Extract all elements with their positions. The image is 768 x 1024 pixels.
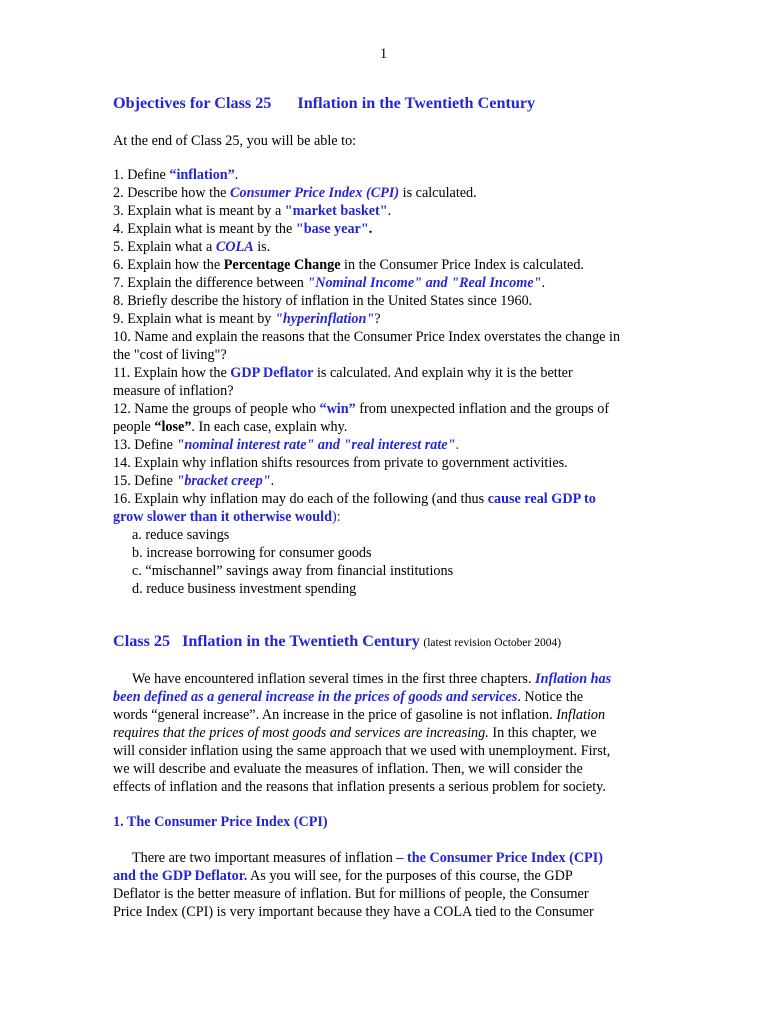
objective-15: 15. Define "bracket creep". [113,473,275,489]
subitem-a: a. reduce savings [132,527,230,543]
para1-line4: requires that the prices of most goods and services are increasing. In this chapter, we [113,725,597,741]
para2-line2: and the GDP Deflator. As you will see, for the purposes of this course, the GDP [113,868,573,884]
para1-line7: effects of inflation and the reasons that inflation presents a serious problem for society. [113,779,606,795]
section-heading-cpi: 1. The Consumer Price Index (CPI) [113,814,328,830]
objective-7: 7. Explain the difference between "Nominal Income" and "Real Income". [113,275,545,291]
class-heading [113,633,561,653]
para1-line5: will consider inflation using the same approach that we used with unemployment. First, [113,743,611,759]
para2-line1: There are two important measures of inflation – the Consumer Price Index (CPI) [132,850,603,866]
objective-9: 9. Explain what is meant by "hyperinflation"? [113,311,381,327]
objective-1: 1. Define “inflation”. [113,167,239,183]
objective-12: 12. Name the groups of people who “win” from unexpected inflation and the groups of [113,401,610,417]
objectives-heading-right: Inflation in the Twentieth Century [297,94,536,112]
para1-line6: we will describe and evaluate the measures of inflation. Then, we will consider the [113,761,583,777]
subitem-b: b. increase borrowing for consumer goods [132,545,372,561]
objective-8: 8. Briefly describe the history of inflation in the United States since 1960. [113,293,533,309]
para2-line3: Deflator is the better measure of inflation. But for millions of people, the Consumer [113,886,589,902]
objective-2: 2. Describe how the Consumer Price Index (CPI) is calculated. [113,185,477,201]
objective-11: 11. Explain how the GDP Deflator is calculated. And explain why it is the better [113,365,573,381]
objective-14: 14. Explain why inflation shifts resources from private to government activities. [113,455,568,471]
objective-13: 13. Define "nominal interest rate" and "real interest rate". [113,437,460,453]
objectives-heading [113,95,535,113]
objective-6: 6. Explain how the Percentage Change in the Consumer Price Index is calculated. [113,257,584,273]
intro-text: At the end of Class 25, you will be able to: [113,133,357,149]
objective-4: 4. Explain what is meant by the "base year". [113,221,373,237]
class-heading-right: Inflation in the Twentieth Century [182,632,420,650]
para1-line2: been defined as a general increase in the prices of goods and services. Notice the [113,689,584,705]
objective-11-cont: measure of inflation? [113,383,234,399]
page-number: 1 [380,46,388,62]
objective-3: 3. Explain what is meant by a "market basket". [113,203,392,219]
para1-line1: We have encountered inflation several times in the first three chapters. Inflation has [132,671,612,687]
objectives-heading-left: Objectives for Class 25 [113,94,272,112]
para2-line4: Price Index (CPI) is very important because they have a COLA tied to the Consumer [113,904,594,920]
class-heading-left: Class 25 [113,632,171,650]
objective-16-cont: grow slower than it otherwise would): [113,509,341,525]
objective-5: 5. Explain what a COLA is. [113,239,271,255]
objective-10-cont: the "cost of living"? [113,347,227,363]
para1-line3: words “general increase”. An increase in the price of gasoline is not inflation. Inflation [113,707,606,723]
objective-16: 16. Explain why inflation may do each of the following (and thus cause real GDP to [113,491,596,507]
objective-10: 10. Name and explain the reasons that the Consumer Price Index overstates the change in [113,329,621,345]
subitem-d: d. reduce business investment spending [132,581,357,597]
objective-12-cont: people “lose”. In each case, explain why. [113,419,348,435]
subitem-c: c. “mischannel” savings away from financial institutions [132,563,454,579]
revision-note: (latest revision October 2004) [423,637,562,649]
